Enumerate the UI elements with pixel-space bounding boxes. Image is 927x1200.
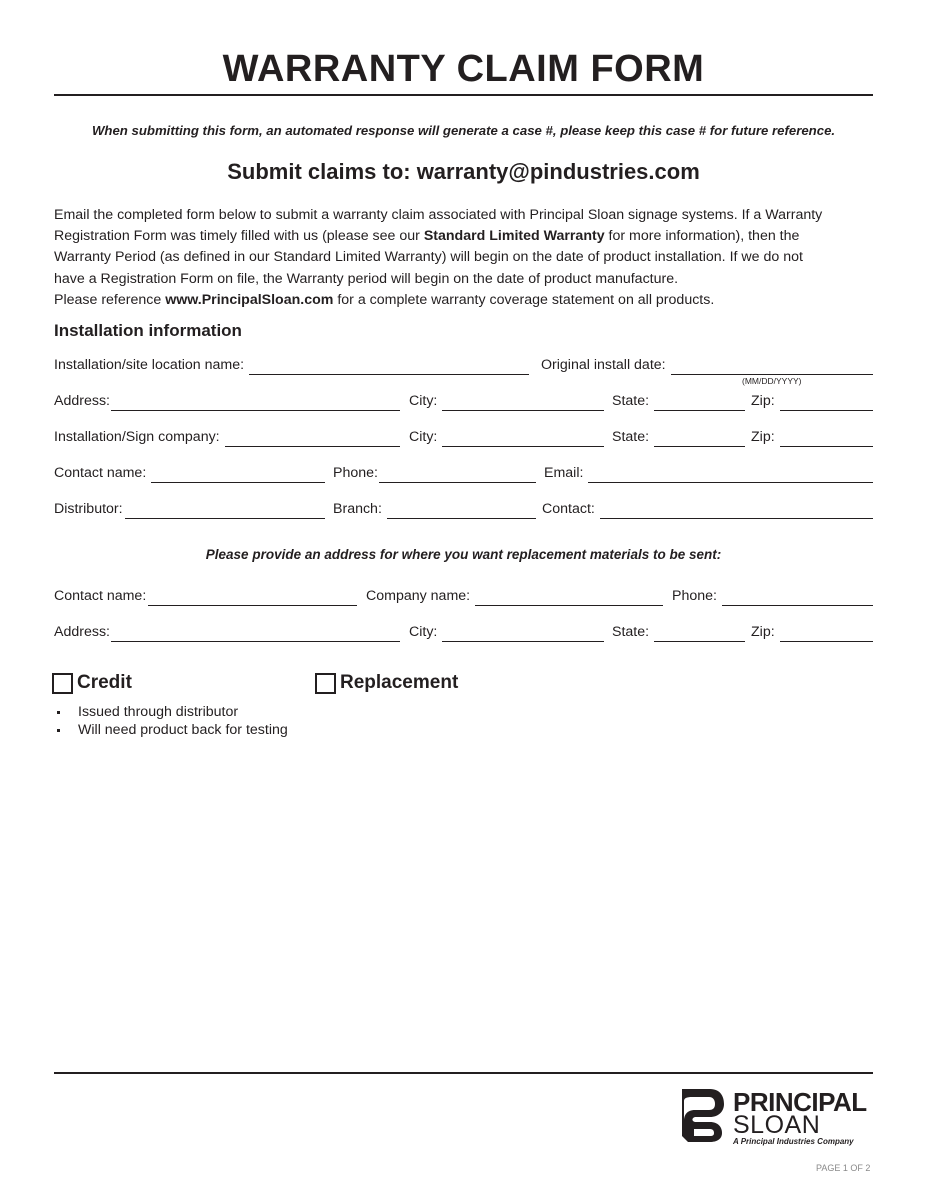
replacement-label: Replacement [340, 672, 459, 693]
contact-name-input[interactable] [151, 467, 325, 483]
credit-option[interactable] [52, 672, 132, 694]
replacement-city-input[interactable] [442, 626, 604, 642]
intro-line: Registration Form was timely filled with us (please see our Standard Limited Warranty for more information), then the [54, 228, 800, 245]
list-item: Will need product back for testing [56, 721, 288, 739]
install-date-input[interactable] [671, 359, 873, 375]
distributor-field[interactable]: Distributor: [54, 500, 325, 520]
city-field[interactable]: City: [409, 392, 604, 412]
title-divider [54, 94, 873, 96]
contact-name-field[interactable]: Contact name: [54, 464, 325, 484]
date-format-hint: (MM/DD/YYYY) [742, 376, 802, 386]
phone-field[interactable]: Phone: [333, 464, 536, 484]
logo-tagline: A Principal Industries Company [733, 1137, 854, 1146]
company-state-field[interactable]: State: [612, 428, 745, 448]
logo-brand-principal: PRINCIPAL [733, 1087, 867, 1117]
state-field[interactable]: State: [612, 392, 745, 412]
form-title: WARRANTY CLAIM FORM [222, 48, 705, 90]
form-row-sign-company [54, 428, 873, 448]
replacement-checkbox[interactable] [315, 673, 336, 694]
site-name-field[interactable]: Installation/site location name: [54, 356, 529, 376]
replacement-address-field[interactable]: Address: [54, 623, 400, 643]
warranty-reference: Standard Limited Warranty [423, 228, 605, 245]
address-field[interactable]: Address: [54, 392, 400, 412]
email-input[interactable] [588, 467, 873, 483]
form-row-site [54, 356, 873, 376]
replacement-zip-input[interactable] [780, 626, 873, 642]
replacement-state-input[interactable] [654, 626, 745, 642]
sign-company-input[interactable] [225, 431, 400, 447]
company-city-input[interactable] [442, 431, 604, 447]
company-zip-input[interactable] [780, 431, 873, 447]
phone-input[interactable] [379, 467, 536, 483]
intro-paragraph [54, 205, 876, 311]
credit-label: Credit [77, 672, 132, 693]
replacement-option[interactable] [315, 672, 458, 694]
replacement-company-field[interactable]: Company name: [366, 587, 663, 607]
city-input[interactable] [442, 395, 604, 411]
install-date-field[interactable]: Original install date: [541, 356, 873, 376]
logo-brand-sloan: SLOAN [733, 1111, 821, 1139]
principal-sloan-logo-mark-icon [680, 1087, 724, 1143]
distributor-input[interactable] [125, 503, 325, 519]
company-state-input[interactable] [654, 431, 745, 447]
branch-field[interactable]: Branch: [333, 500, 536, 520]
footer-divider [54, 1072, 873, 1074]
principal-sloan-logo [680, 1087, 875, 1147]
website-reference: www.PrincipalSloan.com [165, 291, 334, 308]
credit-details-list [56, 703, 288, 739]
intro-line: Email the completed form below to submit a warranty claim associated with Principal Sloan signage systems. If a Warranty [54, 207, 823, 223]
form-row-replacement-contact [54, 587, 873, 607]
sign-company-field[interactable]: Installation/Sign company: [54, 428, 400, 448]
replacement-phone-field[interactable]: Phone: [672, 587, 873, 607]
replacement-address-note: Please provide an address for where you want replacement materials to be sent: [205, 547, 722, 562]
form-row-distributor [54, 500, 873, 520]
page-number: PAGE 1 OF 2 [816, 1163, 871, 1173]
distributor-contact-field[interactable]: Contact: [542, 500, 873, 520]
company-city-field[interactable]: City: [409, 428, 604, 448]
replacement-company-input[interactable] [475, 590, 663, 606]
replacement-contact-field[interactable]: Contact name: [54, 587, 357, 607]
list-item: Issued through distributor [56, 703, 288, 721]
form-row-replacement-address [54, 623, 873, 643]
replacement-zip-field[interactable]: Zip: [751, 623, 873, 643]
form-row-address [54, 392, 873, 412]
credit-checkbox[interactable] [52, 673, 73, 694]
case-number-notice: When submitting this form, an automated response will generate a case #, please keep this case # for future reference. [91, 123, 836, 138]
zip-field[interactable]: Zip: [751, 392, 873, 412]
intro-line: Please reference www.PrincipalSloan.com for a complete warranty coverage statement on all products. [54, 291, 715, 308]
site-name-input[interactable] [249, 359, 529, 375]
address-input[interactable] [111, 395, 400, 411]
replacement-phone-input[interactable] [722, 590, 873, 606]
replacement-city-field[interactable]: City: [409, 623, 604, 643]
form-row-contact [54, 464, 873, 484]
state-input[interactable] [654, 395, 745, 411]
intro-line: Warranty Period (as defined in our Standard Limited Warranty) will begin on the date of product installation. If we do not [54, 249, 803, 266]
submit-instructions: Submit claims to: warranty@pindustries.com [227, 159, 700, 184]
replacement-address-input[interactable] [111, 626, 400, 642]
zip-input[interactable] [780, 395, 873, 411]
company-zip-field[interactable]: Zip: [751, 428, 873, 448]
replacement-state-field[interactable]: State: [612, 623, 745, 643]
email-field[interactable]: Email: [544, 464, 873, 484]
installation-heading: Installation information [54, 321, 242, 340]
intro-line: have a Registration Form on file, the Warranty period will begin on the date of product manufacture. [54, 270, 679, 287]
branch-input[interactable] [387, 503, 536, 519]
distributor-contact-input[interactable] [600, 503, 873, 519]
replacement-contact-input[interactable] [148, 590, 357, 606]
